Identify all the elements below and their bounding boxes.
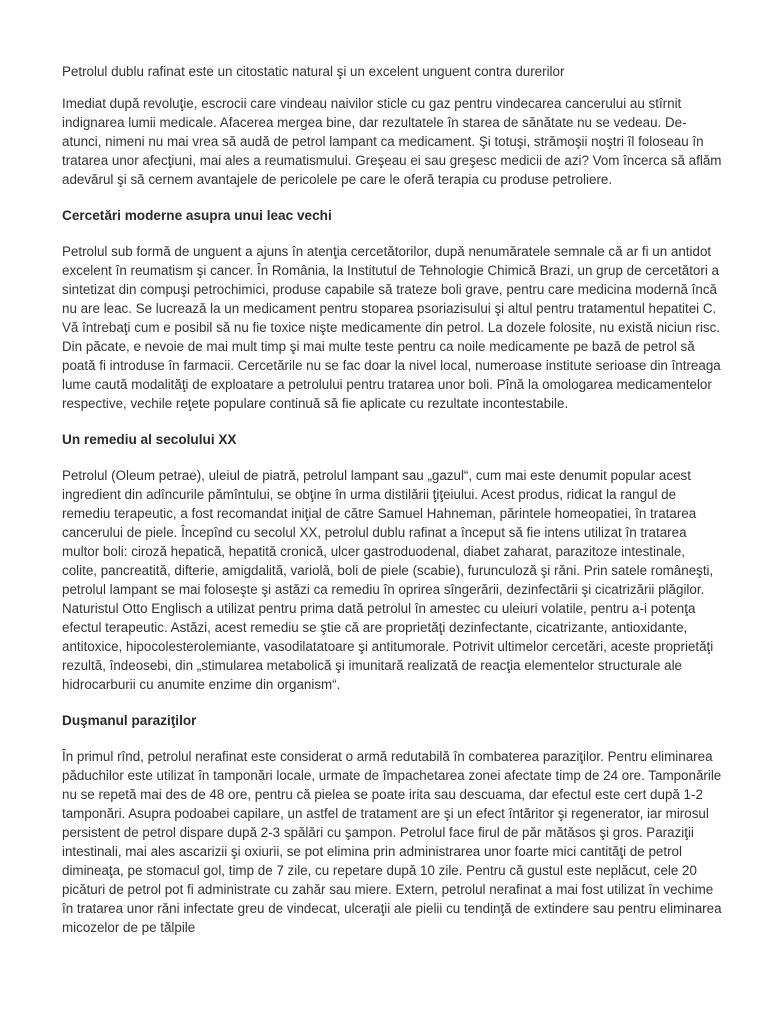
intro-paragraph: Imediat după revoluţie, escrocii care vindeau naivilor sticle cu gaz pentru vindecarea cancerului au stîrnit indignarea lumii medicale. Afacerea mergea bine, dar rezultatele în starea de sănătate nu se vedeau. De-atunci, nimeni nu mai vrea să audă de petrol lampant ca medicament. Şi totuşi, strămoşii noştri îl foloseau în tratarea unor afecţiuni, mai ales a reumatismului. Greşeau ei sau greşesc medicii de azi? Vom încerca să aflăm adevărul şi să cernem avantajele de pericolele pe care le oferă terapia cu produse petroliere. — [62, 96, 722, 187]
section-heading-research: Cercetări moderne asupra unui leac vechi — [62, 208, 332, 223]
section-body-remedy: Petrolul (Oleum petrae), uleiul de piatră, petrolul lampant sau „gazul“, cum mai este denumit popular acest ingredient din adîncurile pămîntului, se obţine în urma distilării ţiţeiului. Acest produs, ridicat la rangul de remediu terapeutic, a fost recomandat iniţial de către Samuel Hahneman, părintele homeopatiei, în tratarea cancerului de piele. Începînd cu secolul XX, petrolul dublu rafinat a început să fie intens utilizat în tratarea multor boli: ciroză hepatică, hepatită cronică, ulcer gastroduodenal, diabet zaharat, parazitoze intestinale, colite, pancreatită, difterie, amigdalită, variolă, boli de piele (scabie), furunculoză şi răni. Prin satele româneşti, petrolul lampant se mai foloseşte şi astăzi ca remediu în oprirea sîngerării, dezinfectării şi cicatrizării plăgilor. Naturistul Otto Englisch a utilizat pentru prima dată petrolul în amestec cu uleiuri volatile, pentru a-i potenţa efectul terapeutic. Astăzi, acest remediu se ştie că are proprietăţi dezinfectante, cicatrizante, antioxidante, antitoxice, hipocolesterolemiante, vasodilatatoare şi antitumorale. Potrivit ultimelor cercetări, aceste proprietăţi rezultă, îndeosebi, din „stimularea metabolică şi imunitară realizată de reacţia elementelor structurale ale hidrocarburii cu anumite enzime din organism“. — [62, 468, 714, 692]
section-body-research: Petrolul sub formă de unguent a ajuns în atenţia cercetătorilor, după nenumăratele semnale că ar fi un antidot excelent în reumatism şi cancer. În România, la Institutul de Tehnologie Chimică Brazi, un grup de cercetători a sintetizat din compuşi petrochimici, produse capabile să trateze boli grave, pentru care medicina modernă încă nu are leac. Se lucrează la un medicament pentru stoparea psoriazisului şi altul pentru tratamentul hepatitei C. Vă întrebaţi cum e posibil să nu fie toxice nişte medicamente din petrol. La dozele folosite, nu există niciun risc. Din păcate, e nevoie de mai mult timp şi mai multe teste pentru ca noile medicamente pe bază de petrol să poată fi introduse în farmacii. Cercetările nu se fac doar la nivel local, numeroase institute serioase din întreaga lume caută modalităţi de exploatare a petrolului pentru tratarea unor boli. Pînă la omologarea medicamentelor respective, vechile reţete populare continuă să fie aplicate cu rezultate incontestabile. — [62, 244, 721, 411]
section-heading-remedy: Un remediu al secolului XX — [62, 432, 237, 447]
document-page — [62, 62, 722, 937]
section-body-parasites: În primul rînd, petrolul nerafinat este considerat o armă redutabilă în combaterea paraziţilor. Pentru eliminarea păduchilor este utilizat în tamponări locale, urmate de împachetarea zonei afectate timp de 24 ore. Tamponările nu se repetă mai des de 48 ore, pentru că pielea se poate irita sau descuama, dar efectul este cert după 1-2 tamponări. Asupra podoabei capilare, un astfel de tratament are şi un efect întăritor şi regenerator, iar mirosul persistent de petrol dispare după 2-3 spălări cu şampon. Petrolul face firul de păr mătăsos şi gros. Paraziţii intestinali, mai ales ascarizii şi oxiurii, se pot elimina prin administrarea unor foarte mici cantităţi de petrol dimineaţa, pe stomacul gol, timp de 7 zile, cu repetare după 10 zile. Pentru că gustul este neplăcut, cele 20 picături de petrol pot fi administrate cu zahăr sau miere. Extern, petrolul nerafinat a mai fost utilizat în vechime în tratarea unor răni infectate greu de vindecat, ulceraţii ale pielii cu tendinţă de extindere sau pentru eliminarea micozelor de pe tălpile — [62, 749, 722, 935]
section-heading-parasites: Duşmanul paraziţilor — [62, 713, 197, 728]
intro-title: Petrolul dublu rafinat este un citostatic natural şi un excelent unguent contra durerilor — [62, 64, 565, 79]
